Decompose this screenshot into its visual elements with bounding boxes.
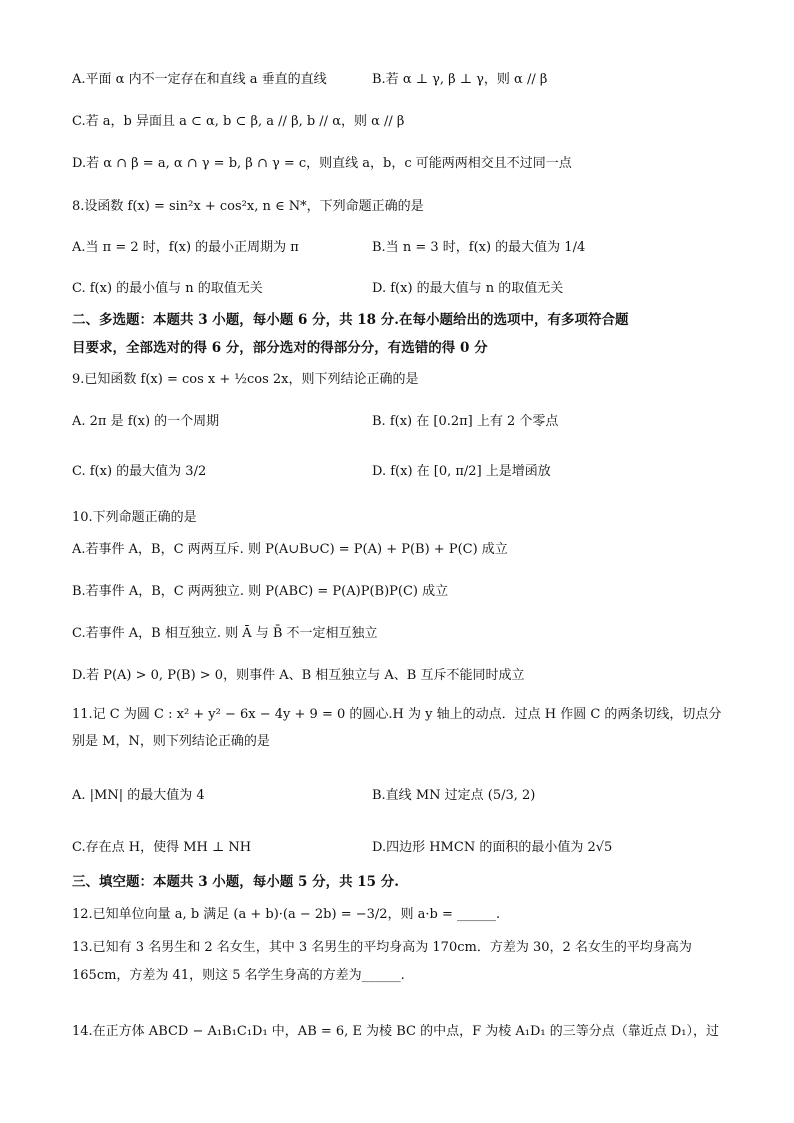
- q13-line-2-left: 165cm，方差为 41，则这 5 名学生身高的方差为______.: [72, 968, 405, 983]
- q9-options-cd-left: C. f(x) 的最大值为 3/2: [72, 464, 207, 479]
- section-2-title-1-left: 二、多选题：本题共 3 小题，每小题 6 分，共 18 分.在每小题给出的选项中，有多项符合题: [72, 312, 629, 328]
- q7-option-a-right: B.若 α ⊥ γ, β ⊥ γ，则 α // β: [372, 72, 548, 87]
- q11-options-cd-right: D.四边形 HMCN 的面积的最小值为 2√5: [372, 840, 613, 855]
- q7-option-a-left: A.平面 α 内不一定存在和直线 a 垂直的直线: [72, 72, 327, 87]
- q10-option-b-left: B.若事件 A，B，C 两两独立. 则 P(ABC) = P(A)P(B)P(C) 成立: [72, 584, 449, 599]
- q9-options-ab-right: B. f(x) 在 [0.2π] 上有 2 个零点: [372, 414, 559, 429]
- q10-option-a-left: A.若事件 A，B，C 两两互斥. 则 P(A∪B∪C) = P(A) + P(B) + P(C) 成立: [72, 542, 508, 557]
- q8-options-cd-left: C. f(x) 的最小值与 n 的取值无关: [72, 281, 263, 296]
- q7-option-d-left: D.若 α ∩ β = a, α ∩ γ = b, β ∩ γ = c，则直线 a，b，c 可能两两相交且不过同一点: [72, 156, 572, 171]
- q10-option-d-left: D.若 P(A) > 0, P(B) > 0，则事件 A、B 相互独立与 A、B 互斥不能同时成立: [72, 668, 525, 683]
- q9-options-cd-right: D. f(x) 在 [0, π/2] 上是增函放: [372, 464, 551, 479]
- section-2-title-2-left: 目要求，全部选对的得 6 分，部分选对的得部分分，有选错的得 0 分: [72, 340, 488, 356]
- q9-stem-left: 9.已知函数 f(x) = cos x + ½cos 2x，则下列结论正确的是: [72, 372, 419, 387]
- q8-stem-left: 8.设函数 f(x) = sin²x + cos²x, n ∈ N*，下列命题正确的是: [72, 199, 424, 214]
- q11-stem-2-left: 别是 M，N，则下列结论正确的是: [72, 734, 270, 749]
- q14-line-1-left: 14.在正方体 ABCD − A₁B₁C₁D₁ 中，AB = 6, E 为棱 BC 的中点，F 为棱 A₁D₁ 的三等分点（靠近点 D₁），过: [72, 1024, 719, 1039]
- section-3-title-left: 三、填空题：本题共 3 小题，每小题 5 分，共 15 分.: [72, 874, 399, 890]
- q10-option-c-left: C.若事件 A，B 相互独立. 则 Ā 与 B̄ 不一定相互独立: [72, 626, 378, 641]
- q8-options-ab-left: A.当 π = 2 时，f(x) 的最小正周期为 π: [72, 240, 299, 255]
- q9-options-ab-left: A. 2π 是 f(x) 的一个周期: [72, 414, 220, 429]
- q8-options-ab-right: B.当 n = 3 时，f(x) 的最大值为 1/4: [372, 240, 586, 255]
- q7-option-c-left: C.若 a，b 异面且 a ⊂ α, b ⊂ β, a // β, b // α，则 α // β: [72, 114, 405, 129]
- q10-stem-left: 10.下列命题正确的是: [72, 510, 197, 525]
- q11-options-ab-right: B.直线 MN 过定点 (5/3, 2): [372, 788, 536, 803]
- q11-stem-1-left: 11.记 C 为圆 C : x² + y² − 6x − 4y + 9 = 0 的圆心.H 为 y 轴上的动点．过点 H 作圆 C 的两条切线，切点分: [72, 707, 722, 722]
- q11-options-cd-left: C.存在点 H，使得 MH ⊥ NH: [72, 840, 252, 855]
- q8-options-cd-right: D. f(x) 的最大值与 n 的取值无关: [372, 281, 564, 296]
- q13-line-1-left: 13.已知有 3 名男生和 2 名女生，其中 3 名男生的平均身高为 170cm．方差为 30，2 名女生的平均身高为: [72, 940, 692, 955]
- q11-options-ab-left: A. |MN| 的最大值为 4: [72, 788, 205, 803]
- q12-left: 12.已知单位向量 a, b 满足 (a + b)·(a − 2b) = −3/2，则 a·b = ______.: [72, 907, 501, 922]
